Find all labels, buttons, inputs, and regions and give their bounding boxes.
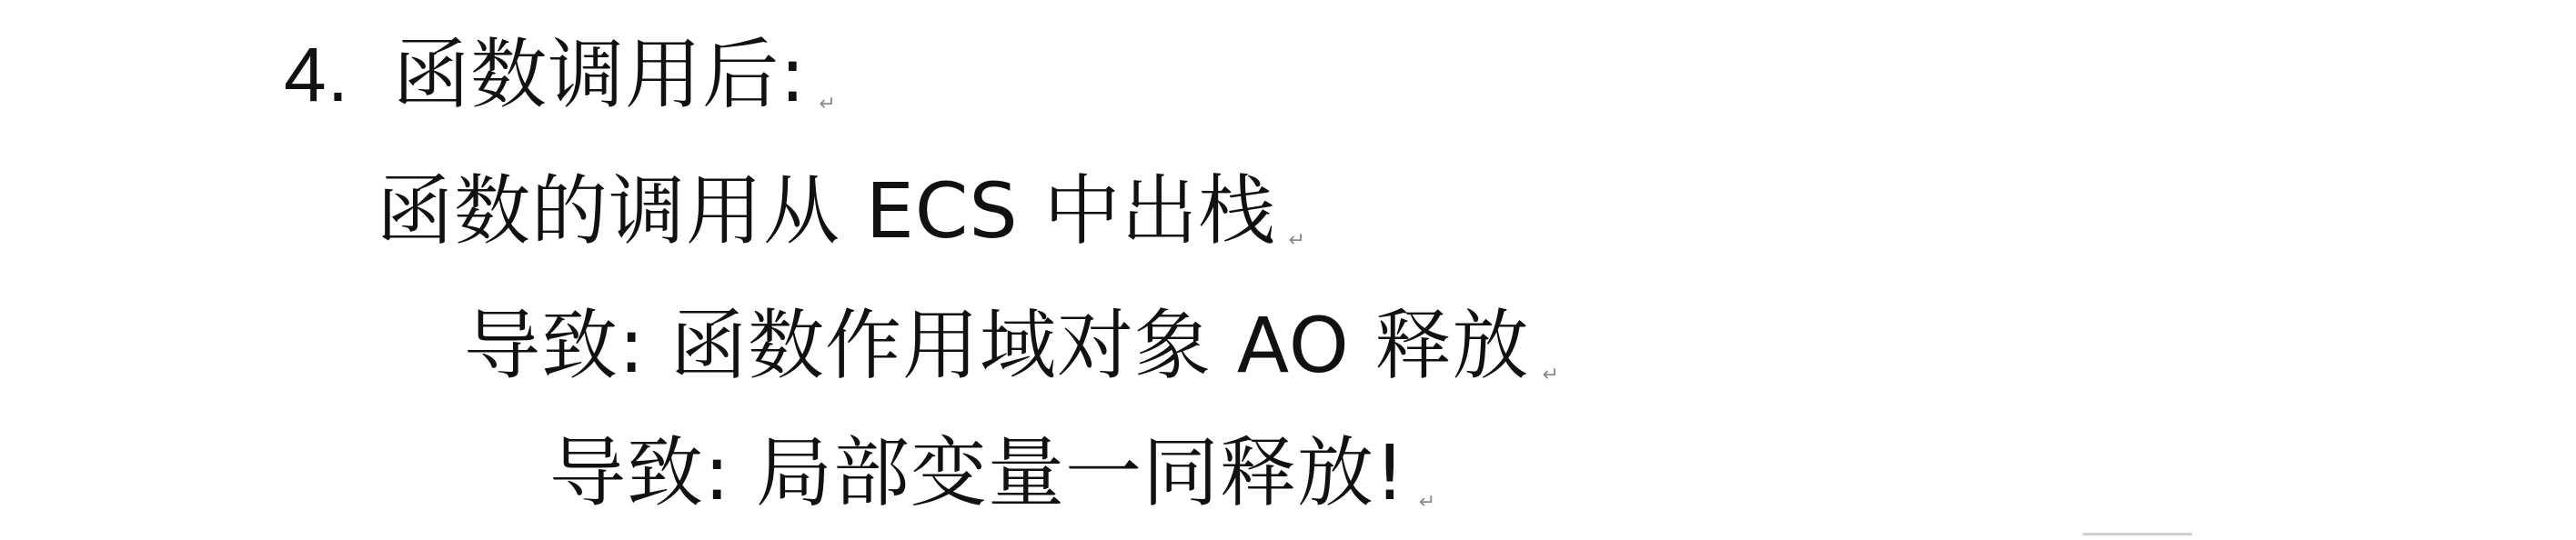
paragraph-text: 导致: 函数作用域对象 AO 释放 bbox=[464, 301, 1530, 390]
paragraph-line bbox=[464, 301, 1560, 390]
list-item-heading bbox=[284, 30, 837, 119]
paragraph-mark-icon: ↵ bbox=[1288, 229, 1306, 252]
list-number: 4. bbox=[284, 32, 350, 117]
paragraph-text: 导致: 局部变量一同释放! bbox=[549, 428, 1406, 517]
paragraph-mark-icon: ↵ bbox=[819, 93, 837, 115]
paragraph-line bbox=[549, 428, 1437, 517]
page-edge-divider bbox=[2083, 533, 2192, 535]
heading-text: 函数调用后: bbox=[393, 30, 807, 119]
paragraph-line bbox=[377, 166, 1306, 255]
paragraph-mark-icon: ↵ bbox=[1418, 491, 1437, 514]
paragraph-text: 函数的调用从 ECS 中出栈 bbox=[377, 166, 1276, 255]
paragraph-mark-icon: ↵ bbox=[1542, 364, 1560, 386]
